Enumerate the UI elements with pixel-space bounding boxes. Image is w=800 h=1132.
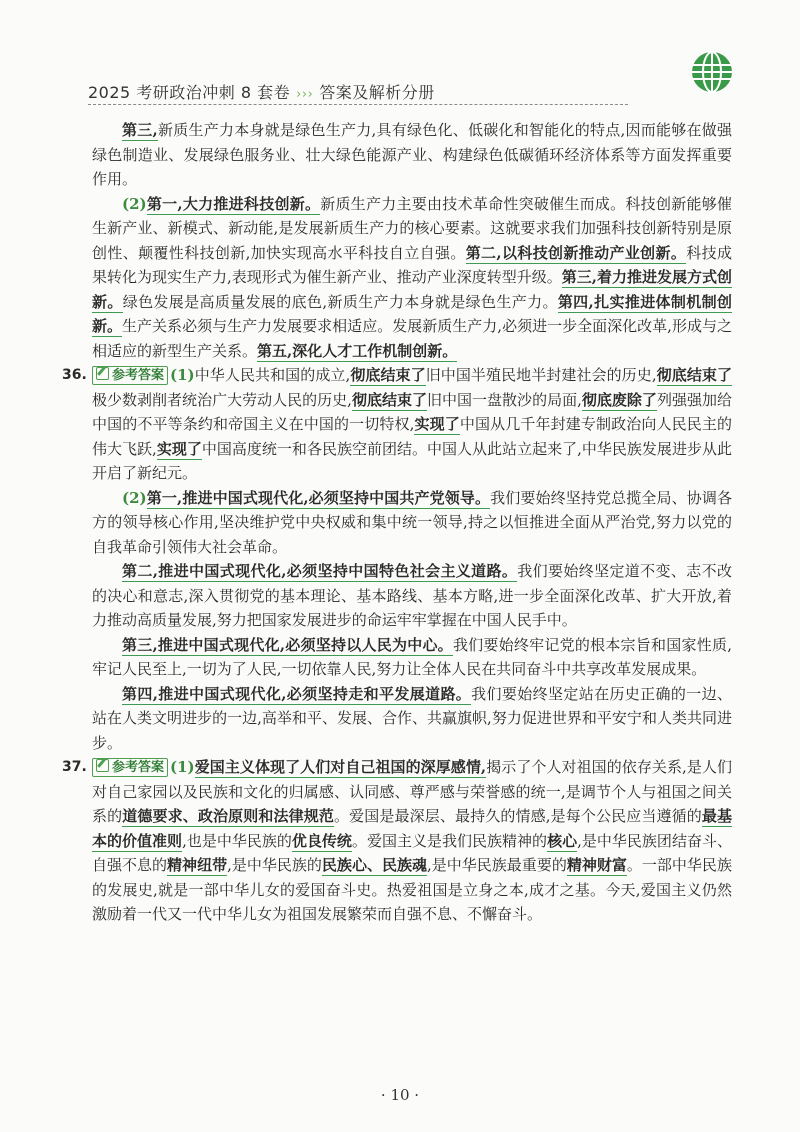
question-answer-paragraph (62, 755, 732, 927)
header-divider (88, 104, 628, 105)
key-phrase: 第四,推进中国式现代化,必须坚持走和平发展道路。 (122, 684, 472, 703)
sub-question-number: (1) (170, 366, 195, 384)
body-text: 科技成果转化为现实生产力,表现形式为催生新产业、推动产业深度转型升级。 (92, 243, 732, 286)
key-phrase: 第五,深化人才工作机制创新。 (257, 341, 458, 360)
pencil-check-icon (96, 367, 109, 380)
key-phrase: 彻底结束了 (656, 366, 732, 384)
body-text: 。爱国是最深层、最持久的情感,是每个公民应当遵循的 (333, 807, 702, 825)
key-phrase: 第四,扎实推进体制机制创新。 (92, 292, 732, 335)
answer-paragraph (92, 559, 732, 633)
body-text: 列强强加给中国的不平等条约和帝国主义在中国的一切特权, (92, 390, 732, 433)
body-text: 绿色发展是高质量发展的底色,新质生产力本身就是绿色生产力。 (122, 292, 558, 311)
answer-paragraph (92, 118, 732, 192)
header-arrows: ››› (296, 87, 314, 102)
body-text: 我们要始终牢记党的根本宗旨和国家性质,牢记人民至上,一切为了人民,一切依靠人民,努力让全体人民在共同奋斗中共享改革发展成果。 (92, 635, 732, 678)
key-phrase: 爱国主义体现了人们对自己祖国的深厚感情, (194, 758, 487, 776)
key-phrase: 第一,大力推进科技创新。 (146, 194, 321, 213)
sub-question-number: (2) (122, 488, 147, 507)
question-number: 37. (62, 759, 87, 775)
answer-paragraph (92, 633, 732, 682)
body-text: 中国从几千年封建专制政治向人民民主的伟大飞跃, (92, 415, 732, 458)
body-text: 新质生产力本身就是绿色生产力,具有绿色化、低碳化和智能化的特点,因而能够在做强绿色制造业、发展绿色服务业、壮大绿色能源产业、构建绿色低碳循环经济体系等方面发挥重要作用。 (92, 121, 732, 188)
answer-paragraph (92, 192, 732, 364)
body-text: 。爱国主义是我们民族精神的 (351, 831, 548, 850)
body-text: 我们要始终坚定道不变、志不改的决心和意志,深入贯彻党的基本理论、基本路线、基本方略,进一步全面深化改革、扩大开放,着力推动高质量发展,努力把国家发展进步的命运牢牢掌握在中国人民手中。 (92, 562, 732, 629)
key-phrase: 第二,以科技创新推动产业创新。 (465, 243, 687, 262)
body-text: 中华人民共和国的成立, (194, 366, 351, 384)
body-text: 我们要始终坚持党总揽全局、协调各方的领导核心作用,坚决维护党中央权威和集中统一领导,持之以恒推进全面从严治党,努力以党的自我革命引领伟大社会革命。 (92, 488, 732, 556)
globe-logo-icon (690, 50, 734, 94)
sub-question-number: (1) (170, 758, 195, 776)
key-phrase: 彻底结束了 (350, 366, 426, 384)
answer-paragraph (92, 486, 732, 560)
key-phrase: 民族心、民族魂 (321, 856, 427, 874)
body-text: 揭示了个人对祖国的依存关系,是人们对自己家园以及民族和文化的归属感、认同感、尊严感与荣誉感的统一,是调节个人与祖国之间关系的 (92, 758, 732, 825)
header-title-line (88, 80, 435, 103)
question-number: 36. (62, 367, 87, 383)
body-text: ,是中华民族团结奋斗、自强不息的 (92, 831, 732, 874)
reference-answer-badge (92, 366, 168, 385)
book-title: 2025 考研政治冲刺 8 套卷 (88, 83, 291, 102)
key-phrase: 精神财富 (566, 856, 627, 874)
body-text: 我们要始终坚定站在历史正确的一边、站在人类文明进步的一边,高举和平、发展、合作、共赢旗帜,努力促进世界和平安宁和人类共同进步。 (92, 684, 732, 752)
body-text: 新质生产力主要由技术革命性突破催生而成。科技创新能够催生新产业、新模式、新动能,是发展新质生产力的核心要素。这就要求我们加强科技创新特别是原创性、颠覆性科技创新,加快实现高水平科技自立自强。 (92, 194, 732, 262)
body-text: ,也是中华民族的 (182, 831, 292, 850)
body-text: 旧中国半殖民地半封建社会的历史, (425, 366, 657, 384)
key-phrase: 精神纽带 (167, 856, 228, 874)
key-phrase: 道德要求、政治原则和法律规范 (122, 807, 334, 825)
body-text: 中国高度统一和各民族空前团结。中国人从此站立起来了,中华民族发展进步从此开启了新纪元。 (92, 439, 732, 482)
section-subtitle: 答案及解析分册 (319, 83, 435, 102)
key-phrase: 核心 (547, 831, 578, 850)
key-phrase: 第三, (122, 121, 158, 139)
key-phrase: 第二,推进中国式现代化,必须坚持中国特色社会主义道路。 (122, 562, 518, 580)
pencil-check-icon (96, 759, 109, 772)
key-phrase: 实现了 (156, 439, 202, 458)
badge-label: 参考答案 (112, 368, 165, 383)
body-text: 生产关系必须与生产力发展要求相适应。发展新质生产力,必须进一步全面深化改革,形成与之相适应的新型生产关系。 (92, 317, 732, 360)
body-text: ,是中华民族最重要的 (426, 856, 567, 874)
question-answer-paragraph (62, 363, 732, 486)
body-text: 极少数剥削者统治广大劳动人民的历史, (92, 390, 352, 409)
reference-answer-badge (92, 758, 168, 777)
body-text: ,是中华民族的 (227, 856, 322, 874)
key-phrase: 第三,着力推进发展方式创新。 (92, 268, 733, 311)
body-text: 。一部中华民族的发展史,就是一部中华儿女的爱国奋斗史。热爱祖国是立身之本,成才之基。今天,爱国主义仍然激励着一代又一代中华儿女为祖国发展繁荣而自强不息、不懈奋斗。 (92, 856, 732, 923)
page-number: · 10 · (380, 1086, 420, 1104)
key-phrase: 彻底废除了 (581, 390, 657, 409)
key-phrase: 第三,推进中国式现代化,必须坚持以人民为中心。 (122, 635, 453, 654)
key-phrase: 彻底结束了 (351, 390, 427, 409)
answer-paragraph (92, 682, 732, 756)
body-text: 旧中国一盘散沙的局面, (427, 390, 582, 409)
badge-label: 参考答案 (112, 760, 165, 775)
key-phrase: 最基本的价值准则 (92, 807, 732, 850)
sub-question-number: (2) (122, 194, 147, 213)
page-header (88, 74, 788, 114)
key-phrase: 实现了 (414, 415, 460, 433)
key-phrase: 优良传统 (291, 831, 352, 850)
answer-content (62, 118, 733, 927)
key-phrase: 第一,推进中国式现代化,必须坚持中国共产党领导。 (146, 488, 491, 507)
